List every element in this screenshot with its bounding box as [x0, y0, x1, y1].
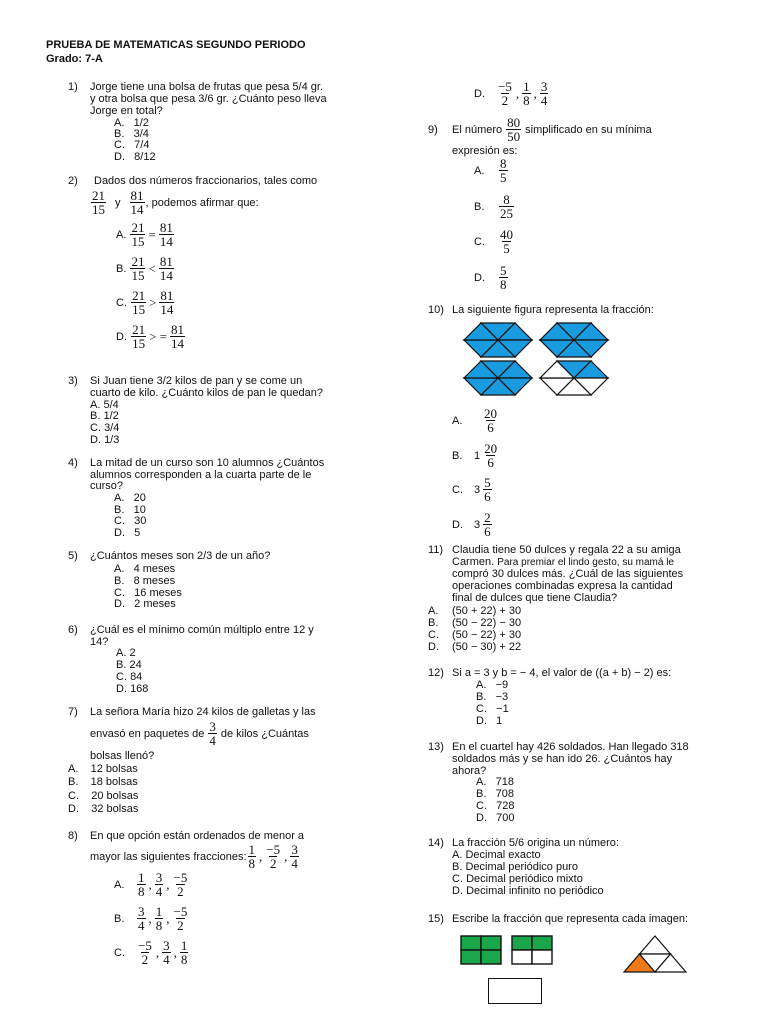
question-text-line: ¿Cuál es el mínimo común múltiplo entre 12 y	[90, 624, 314, 636]
fraction: $\frac{3}{4}$	[291, 842, 298, 871]
option-letter: D.	[476, 715, 487, 727]
question-number: 7)	[68, 706, 78, 718]
option-letter: C.	[474, 235, 485, 248]
fraction: $\frac{1}{8}$	[180, 938, 188, 967]
option-letter: B.	[114, 912, 125, 925]
option-d[interactable]	[68, 804, 138, 815]
option-b[interactable]	[90, 411, 119, 422]
fraction: $\frac{3}{4}$	[155, 870, 163, 899]
exam-grade: Grado: 7-A	[46, 53, 103, 65]
option-a[interactable]	[476, 777, 514, 788]
option-letter: C.	[114, 946, 125, 959]
question-text-line: Si Juan tiene 3/2 kilos de pan y se come un	[90, 375, 303, 387]
fraction: $\frac{1}{8}$	[248, 842, 256, 871]
option-letter: B.	[428, 617, 439, 629]
question-text-line: La siguiente figura representa la fracción:	[452, 304, 654, 316]
option-a[interactable]	[68, 764, 138, 775]
option-d[interactable]	[116, 323, 186, 350]
option-letter: D.	[114, 527, 125, 539]
option-c[interactable]	[114, 516, 146, 527]
option-c[interactable]: C. $\frac{-5}{2}$ , $\frac{3}{4}$ , $\frac{1}{8}$	[114, 938, 188, 967]
question-text-line: En el cuartel hay 426 soldados. Han llegado 318	[452, 741, 689, 753]
option-letter: D.	[68, 803, 79, 815]
option-c[interactable]	[476, 801, 515, 812]
question-number: 8)	[68, 830, 78, 842]
question-number: 14)	[428, 837, 444, 849]
conjunction: y	[115, 196, 121, 209]
question-text-line: ¿Cuántos meses son 2/3 de un año?	[90, 550, 271, 562]
option-letter: B.	[476, 788, 487, 800]
fraction: $\frac{5}{8}$	[500, 263, 507, 292]
triangle-figure	[623, 935, 687, 973]
option-letter: D.	[474, 87, 485, 100]
fraction: $\frac{81}{14}$	[160, 288, 174, 317]
question-text-line: Jorge tiene una bolsa de frutas que pesa 5/4 gr.	[90, 81, 323, 93]
question-text-line	[90, 189, 259, 216]
option-d[interactable]	[474, 264, 509, 291]
question-text-line: En que opción están ordenados de menor a	[90, 830, 305, 842]
fraction: $\frac{3}{4}$	[540, 79, 548, 108]
question-number: 2)	[68, 175, 78, 187]
shaded-square-part	[481, 936, 501, 950]
fraction: $\frac{3}{4}$	[209, 719, 216, 748]
option-text: 5/4	[103, 399, 119, 411]
fraction: $\frac{81}{14}$	[130, 188, 144, 217]
option-letter: D.	[452, 885, 463, 897]
option-b[interactable]	[474, 193, 515, 220]
option-text: 8/12	[134, 151, 156, 163]
option-d[interactable]	[114, 528, 140, 539]
question-number: 4)	[68, 457, 78, 469]
option-letter: C.	[476, 703, 487, 715]
option-b[interactable]	[452, 862, 578, 873]
option-letter: C.	[90, 422, 101, 434]
option-text: 708	[495, 788, 514, 800]
option-letter: B.	[474, 200, 485, 213]
option-text: 12 bolsas	[90, 763, 138, 775]
option-letter: C.	[114, 587, 125, 599]
fraction: $\frac{21}{15}$	[92, 188, 105, 217]
option-text: 16 meses	[134, 587, 182, 599]
option-letter: A.	[474, 164, 485, 177]
option-text: Decimal infinito no periódico	[466, 885, 604, 897]
option-letter: C.	[452, 483, 463, 496]
question-number: 12)	[428, 667, 444, 679]
question-text: , podemos afirmar que:	[145, 196, 259, 209]
option-a[interactable]	[474, 157, 509, 184]
empty-square-part	[512, 950, 532, 964]
answer-box[interactable]	[488, 978, 542, 1004]
fraction: $\frac{1}{8}$	[155, 904, 163, 933]
fraction: $\frac{21}{15}$	[131, 254, 145, 283]
option-letter: D.	[116, 330, 127, 343]
question-text-line: bolsas llenó?	[90, 750, 155, 762]
fraction: $\frac{8}{25}$	[500, 192, 513, 221]
question-number: 15)	[428, 913, 444, 925]
option-text: 3/4	[104, 422, 120, 434]
fraction: $\frac{2}{6}$	[484, 510, 491, 539]
option-b[interactable]	[68, 777, 138, 788]
fraction: $\frac{20}{6}$	[484, 441, 498, 470]
option-d[interactable]	[90, 435, 119, 446]
relation-sign: <	[148, 260, 156, 276]
option-text: 1	[496, 715, 503, 727]
question-text-line: y otra bolsa que pesa 3/6 gr. ¿Cuánto peso lleva	[90, 93, 327, 105]
option-letter: D.	[116, 683, 127, 695]
option-letter: B.	[68, 776, 79, 788]
option-letter: A.	[452, 414, 463, 427]
option-letter: C.	[114, 139, 125, 151]
question-number: 13)	[428, 741, 444, 753]
whole-number: 3	[474, 518, 481, 531]
question-text-line: mayor las siguientes fracciones: $\frac{1}{8}$ , $\frac{-5}{2}$ , $\frac{3}{4}$	[90, 842, 298, 871]
fraction: $\frac{81}{14}$	[170, 322, 184, 351]
option-c[interactable]	[474, 228, 515, 255]
question-text-line: alumnos corresponden a la cuarta parte de le	[90, 469, 312, 481]
option-text: (50 − 22) + 30	[452, 629, 522, 641]
fraction: $\frac{20}{6}$	[484, 406, 497, 435]
option-text: 168	[130, 683, 149, 695]
option-letter: D.	[476, 812, 487, 824]
option-letter: A.	[116, 647, 127, 659]
relation-sign: >	[149, 294, 157, 310]
option-c[interactable]	[68, 791, 138, 802]
option-c[interactable]	[116, 289, 175, 316]
option-text: 84	[130, 671, 143, 683]
option-d[interactable]	[452, 886, 604, 897]
option-a[interactable]	[452, 407, 499, 434]
square-figure-1	[460, 935, 504, 967]
option-a[interactable]: A. $\frac{1}{8}$ , $\frac{3}{4}$ , $\frac{-5}{2}$	[114, 870, 188, 899]
fraction: $\frac{40}{5}$	[500, 227, 513, 256]
option-letter: C.	[68, 790, 79, 802]
fraction: $\frac{-5}{2}$	[173, 904, 188, 933]
fraction: $\frac{81}{14}$	[159, 254, 173, 283]
empty-triangle-part	[640, 936, 671, 954]
option-text: 18 bolsas	[90, 776, 138, 788]
option-b[interactable]	[452, 442, 499, 469]
question-text-line: La fracción 5/6 origina un número:	[452, 837, 619, 849]
fraction: $\frac{81}{14}$	[159, 220, 173, 249]
fraction: $\frac{80}{50}$	[507, 115, 521, 144]
option-letter: B.	[90, 410, 101, 422]
option-text: Decimal periódico puro	[465, 861, 578, 873]
option-letter: B.	[116, 262, 127, 275]
question-text-line: Jorge en total?	[90, 105, 163, 117]
option-text: (50 − 22) − 30	[452, 617, 522, 629]
option-text: 3/4	[133, 128, 149, 140]
question-text-line: ahora?	[452, 765, 487, 777]
square-figure-2	[511, 935, 555, 967]
option-letter: A.	[68, 763, 79, 775]
option-d[interactable]	[428, 642, 521, 653]
option-letter: D.	[452, 518, 463, 531]
question-number: 1)	[68, 81, 78, 93]
question-text-line: Si a = 3 y b = − 4, el valor de ((a + b) − 2) es:	[452, 667, 672, 679]
shaded-square-part	[461, 950, 481, 964]
option-text: −9	[495, 679, 509, 691]
option-letter: B.	[116, 659, 127, 671]
option-d[interactable]: D. $\frac{-5}{2}$ , $\frac{1}{8}$ , $\frac{3}{4}$	[474, 79, 548, 108]
option-text: 1/2	[133, 117, 149, 129]
option-letter: A.	[476, 679, 487, 691]
option-letter: D.	[428, 641, 439, 653]
option-b[interactable]	[428, 618, 521, 629]
option-b[interactable]	[476, 692, 508, 703]
fraction: $\frac{1}{8}$	[523, 79, 530, 108]
option-letter: A.	[452, 849, 463, 861]
option-letter: D.	[114, 151, 125, 163]
question-text-line: Claudia tiene 50 dulces y regala 22 a su amiga	[452, 544, 681, 556]
option-b[interactable]: B. $\frac{3}{4}$ , $\frac{1}{8}$ , $\frac{-5}{2}$	[114, 904, 188, 933]
option-text: Decimal periódico mixto	[466, 873, 583, 885]
fraction: $\frac{5}{6}$	[484, 475, 491, 504]
option-a[interactable]	[114, 564, 175, 575]
option-text: 20	[133, 492, 146, 504]
relation-sign: =	[148, 226, 156, 242]
question-text-line: final de dulces que tiene Claudia?	[452, 592, 618, 604]
option-text: 30	[134, 515, 147, 527]
fraction: $\frac{-5}{2}$	[173, 870, 188, 899]
option-letter: D.	[474, 271, 485, 284]
option-d[interactable]	[116, 684, 148, 695]
option-letter: D.	[90, 434, 101, 446]
option-letter: B.	[476, 691, 487, 703]
option-a[interactable]	[114, 493, 146, 504]
question-text: El número	[452, 123, 503, 136]
question-text-line: cuarto de kilo. ¿Cuánto kilos de pan le quedan?	[90, 387, 323, 399]
relation-sign: > =	[149, 328, 167, 344]
question-text-line: Escribe la fracción que representa cada imagen:	[452, 913, 689, 925]
option-d[interactable]	[114, 599, 176, 610]
option-b[interactable]	[116, 255, 175, 282]
fraction: $\frac{21}{15}$	[131, 220, 145, 249]
option-b[interactable]	[114, 576, 175, 587]
option-letter: A.	[114, 878, 125, 891]
option-letter: A.	[114, 492, 125, 504]
question-text: simplificado en su mínima	[525, 123, 652, 136]
option-d[interactable]	[476, 813, 515, 824]
option-text: (50 + 22) + 30	[452, 605, 522, 617]
option-letter: A.	[116, 228, 127, 241]
fraction: $\frac{21}{15}$	[132, 322, 146, 351]
question-text-line: 14?	[90, 636, 109, 648]
option-text: 5	[134, 527, 141, 539]
option-text: 24	[129, 659, 142, 671]
question-text-line: expresión es:	[452, 145, 518, 157]
option-letter: C.	[428, 629, 439, 641]
option-text: (50 − 30) + 22	[452, 641, 522, 653]
question-number: 6)	[68, 624, 78, 636]
option-text: 728	[496, 800, 515, 812]
shaded-square-part	[532, 936, 552, 950]
option-c[interactable]	[428, 630, 521, 641]
option-text: 2	[129, 647, 136, 659]
question-text-line	[452, 557, 674, 568]
option-d[interactable]	[114, 152, 156, 163]
question-text-line: operaciones combinadas expresa la cantidad	[452, 580, 673, 592]
option-c[interactable]	[114, 140, 149, 151]
option-text: 10	[133, 504, 146, 516]
option-letter: A.	[114, 117, 125, 129]
option-letter: B.	[114, 504, 125, 516]
question-text: Carmen.	[452, 556, 495, 568]
option-letter: C.	[476, 800, 487, 812]
fraction: $\frac{3}{4}$	[138, 904, 145, 933]
question-text-line	[90, 720, 309, 747]
option-a[interactable]	[428, 606, 521, 617]
question-text-line: La mitad de un curso son 10 alumnos ¿Cuántos	[90, 457, 325, 469]
question-text: de kilos ¿Cuántas	[220, 727, 309, 740]
fraction: $\frac{-5}{2}$	[498, 79, 512, 108]
option-text: 32 bolsas	[91, 803, 139, 815]
option-letter: C.	[116, 671, 127, 683]
option-text: −1	[496, 703, 509, 715]
option-d[interactable]	[476, 716, 502, 727]
option-letter: D.	[114, 598, 125, 610]
question-number: 11)	[428, 544, 444, 556]
whole-number: 3	[474, 483, 481, 496]
option-letter: B.	[114, 575, 125, 587]
question-text-line: Dados dos números fraccionarios, tales como	[94, 175, 318, 187]
fraction: $\frac{-5}{2}$	[266, 842, 281, 871]
option-letter: B.	[452, 861, 463, 873]
option-letter: A.	[114, 563, 125, 575]
question-text: Para premiar el lindo gesto, su mamá le	[497, 557, 674, 568]
question-text-line: curso?	[90, 480, 124, 492]
option-text: 1/3	[104, 434, 120, 446]
option-text: 1/2	[103, 410, 119, 422]
option-text: 718	[495, 776, 514, 788]
question-text: mayor las siguientes fracciones:	[90, 850, 247, 863]
option-text: 2 meses	[134, 598, 176, 610]
option-text: 700	[496, 812, 515, 824]
question-text-line: soldados más y se han ido 26. ¿Cuántos hay	[452, 753, 673, 765]
option-text: 4 meses	[133, 563, 176, 575]
option-d[interactable]	[452, 511, 493, 538]
option-a[interactable]	[476, 680, 508, 691]
option-a[interactable]	[452, 850, 541, 861]
option-c[interactable]	[116, 672, 142, 683]
whole-number: 1	[474, 449, 481, 462]
question-number: 3)	[68, 375, 78, 387]
shaded-square-part	[512, 936, 532, 950]
option-letter: A.	[476, 776, 487, 788]
option-text: −3	[495, 691, 509, 703]
question-number: 10)	[428, 304, 444, 316]
option-text: 7/4	[134, 139, 150, 151]
fraction: $\frac{3}{4}$	[163, 938, 170, 967]
question-text-line	[428, 116, 652, 143]
option-text: Decimal exacto	[465, 849, 541, 861]
hexagon-fraction-figure	[462, 321, 612, 401]
option-c[interactable]	[452, 476, 493, 503]
question-text: envasó en paquetes de	[90, 727, 205, 740]
option-b[interactable]	[116, 660, 142, 671]
fraction: $\frac{21}{15}$	[132, 288, 146, 317]
option-c[interactable]	[90, 423, 119, 434]
option-letter: C.	[114, 515, 125, 527]
option-c[interactable]	[476, 704, 509, 715]
question-text-line: La señora María hizo 24 kilos de galletas y las	[90, 706, 316, 718]
option-b[interactable]	[476, 789, 514, 800]
option-a[interactable]	[116, 648, 136, 659]
question-text-line: compró 30 dulces más. ¿Cuál de las siguientes	[452, 568, 684, 580]
option-a[interactable]	[116, 221, 175, 248]
option-letter: C.	[116, 296, 127, 309]
option-letter: B.	[114, 128, 125, 140]
option-letter: A.	[428, 605, 439, 617]
question-number: 9)	[428, 123, 438, 136]
exam-title: PRUEBA DE MATEMATICAS SEGUNDO PERIODO	[46, 39, 306, 51]
option-letter: C.	[452, 873, 463, 885]
fraction: $\frac{1}{8}$	[138, 870, 145, 899]
option-text: 20 bolsas	[91, 790, 139, 802]
option-letter: B.	[452, 449, 463, 462]
option-text: 8 meses	[133, 575, 176, 587]
shaded-square-part	[461, 936, 481, 950]
option-letter: A.	[90, 399, 101, 411]
option-c[interactable]	[452, 874, 583, 885]
fraction: $\frac{8}{5}$	[500, 156, 507, 185]
question-number: 5)	[68, 550, 78, 562]
fraction: $\frac{-5}{2}$	[138, 938, 152, 967]
empty-square-part	[532, 950, 552, 964]
shaded-square-part	[481, 950, 501, 964]
